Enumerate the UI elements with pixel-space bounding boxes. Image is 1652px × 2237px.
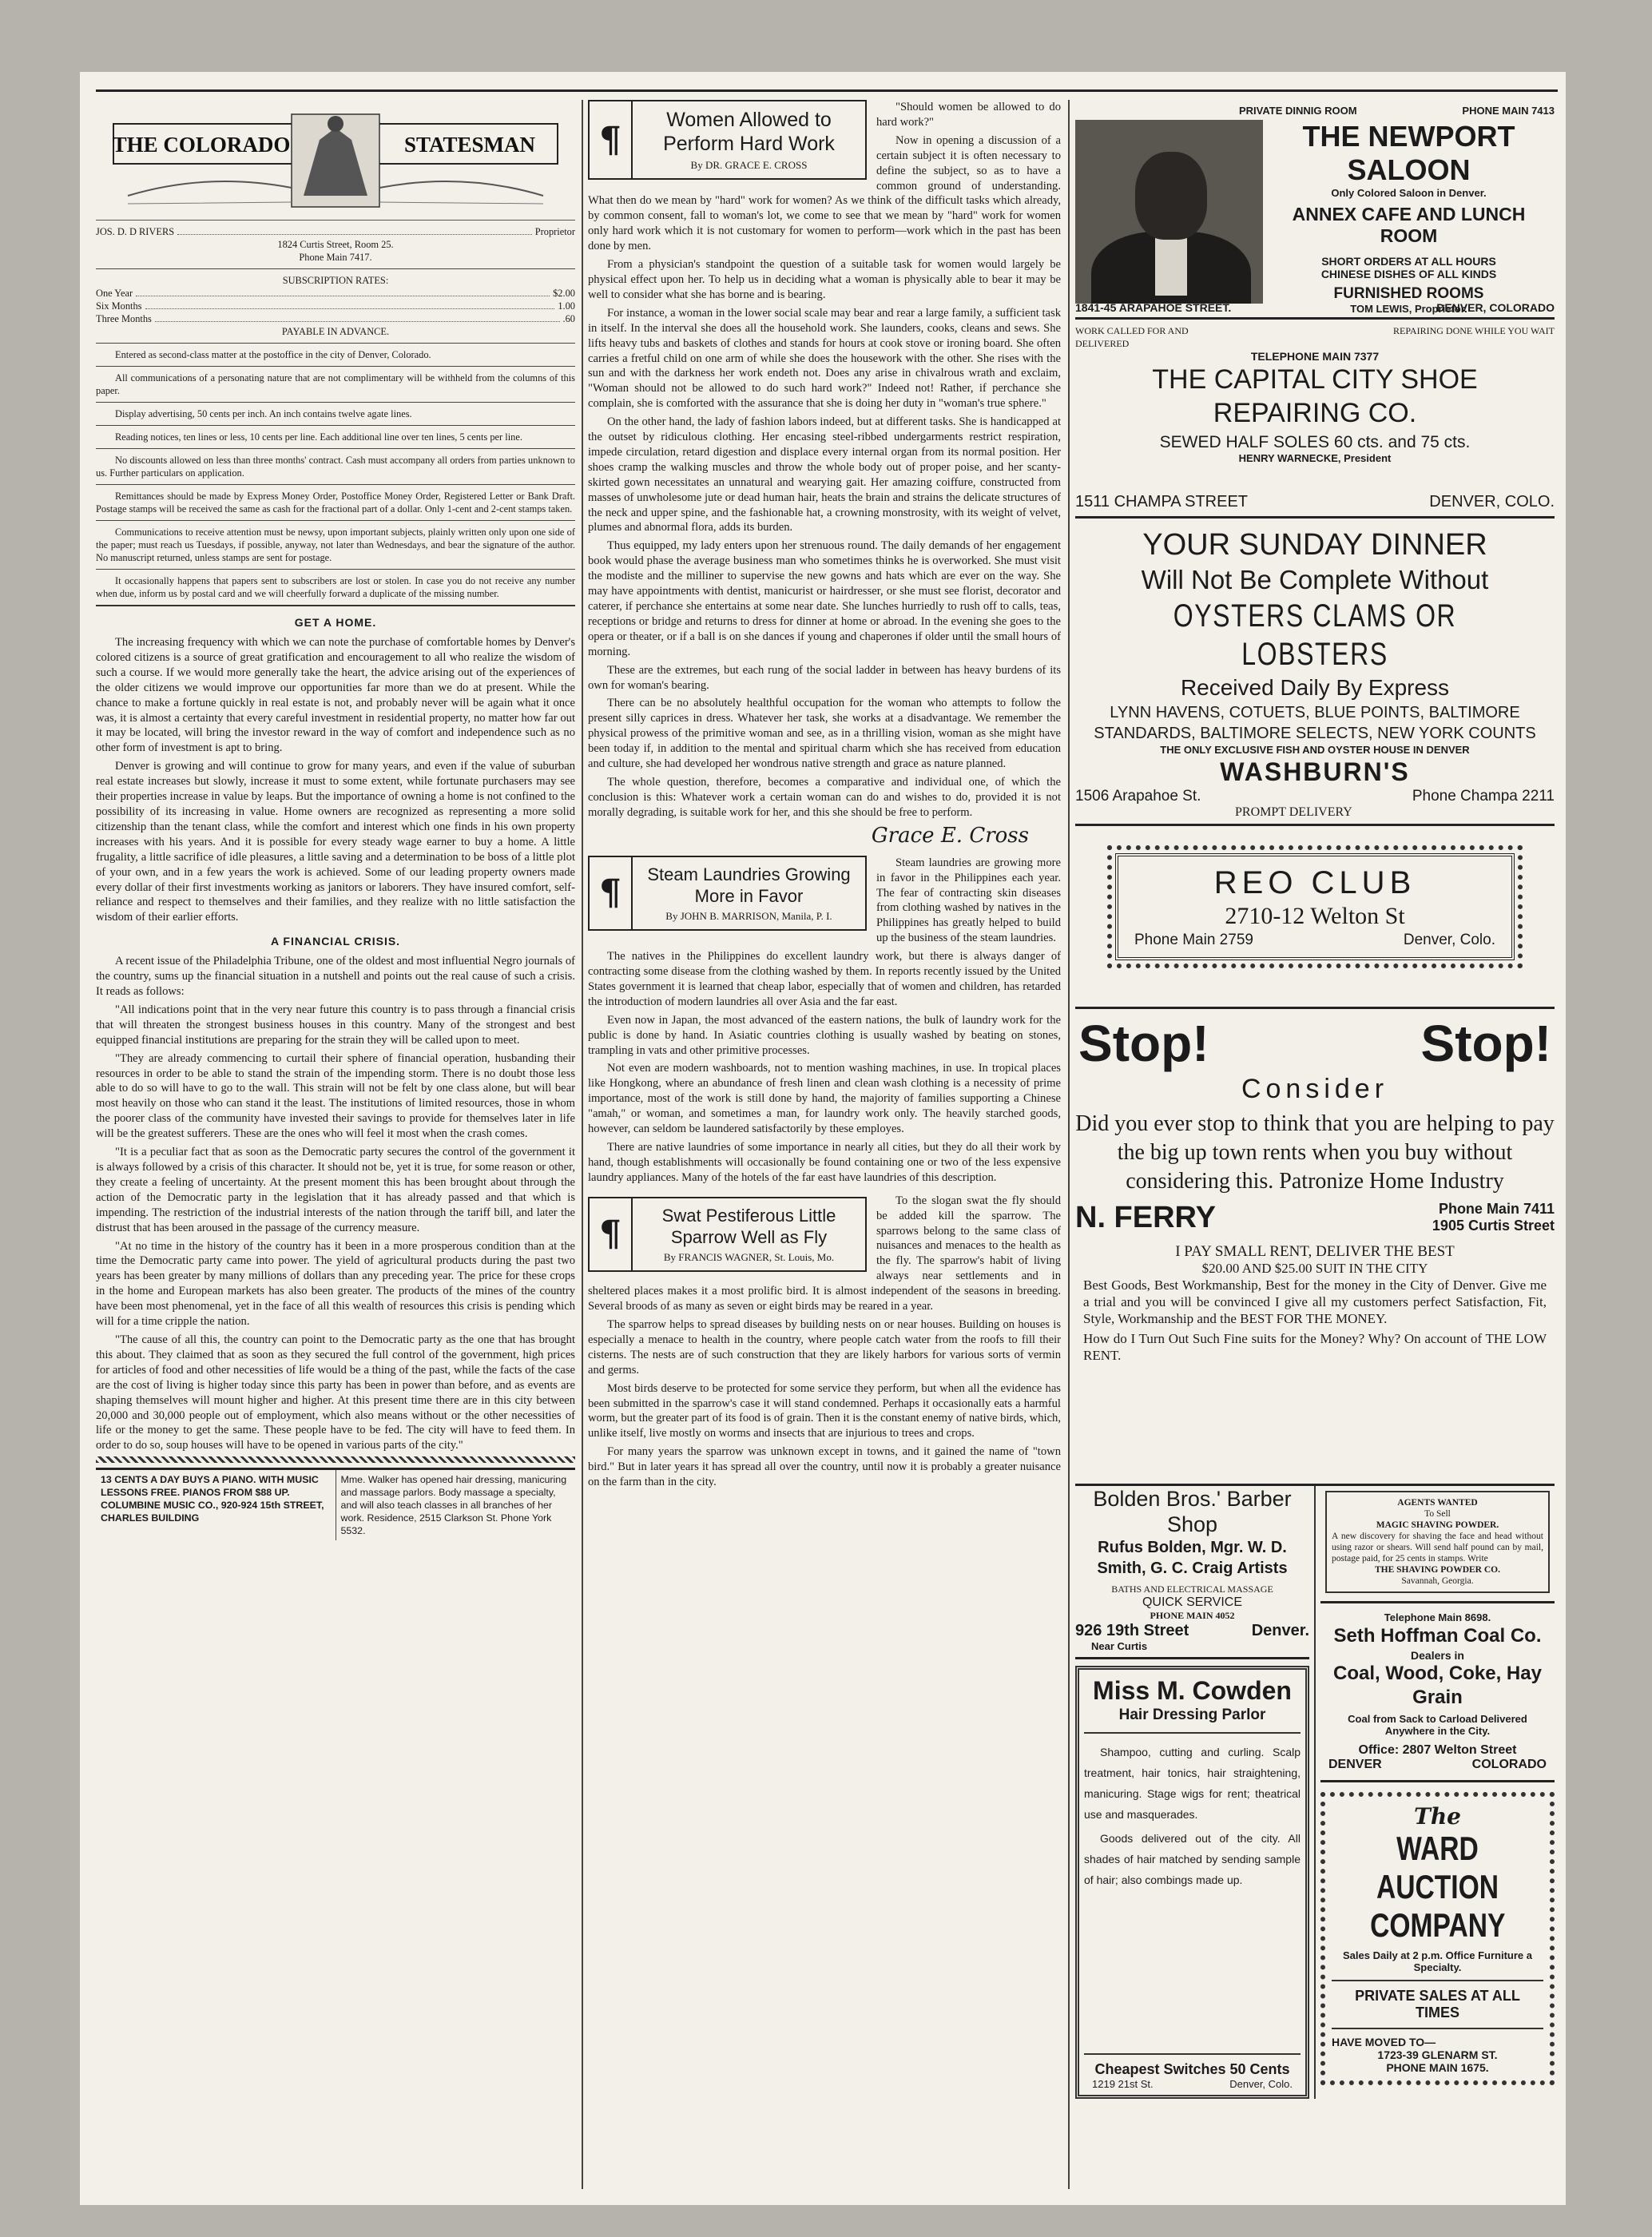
washburns-phone: Phone Champa 2211 <box>1412 788 1555 805</box>
publisher-notices <box>96 348 575 600</box>
newport-saloon-ad <box>1075 100 1555 320</box>
newport-sub: Only Colored Saloon in Denver. <box>1331 187 1487 199</box>
article-paragraph: Most birds deserve to be protected for some service they perform, but when all the evidence has been submitted in the sparrow's case it will stand condemned. Perhaps it occasionally eats a harmful worm, but the greater part of its food is of grain. Then it is the constant enemy of native birds, which, unlike itself, live mostly on worms and insects that are injurious to trees and crops. <box>588 1381 1061 1440</box>
notice: Display advertising, 50 cents per inch. An inch contains twelve agate lines. <box>115 408 412 419</box>
hoffman-dealers: Dealers in <box>1411 1649 1464 1662</box>
bolden-barber-ad <box>1075 1486 1309 1659</box>
consider-heading: Consider <box>1241 1074 1389 1104</box>
agents-company: THE SHAVING POWDER CO. <box>1375 1565 1500 1575</box>
masthead-logo <box>112 108 559 212</box>
hoffman-state: COLORADO <box>1471 1758 1547 1771</box>
cowden-name: Miss M. Cowden <box>1093 1676 1292 1705</box>
ward-sales: Sales Daily at 2 p.m. Office Furniture a Specialty. <box>1343 1949 1532 1973</box>
proprietor-role: Proprietor <box>534 226 575 237</box>
stop-left: Stop! <box>1078 1015 1209 1072</box>
financial-crisis-heading: A FINANCIAL CRISIS. <box>270 935 401 948</box>
editorial-paragraph: "At no time in the history of the country has it been in a more prosperous condition than at the time the Democratic party came into power. The yield of agricultural products during the past two years has been greater by many millions of dollars than any preceding year. The price for these crops in the home and European markets has also been greater. The products of the mines of the country have been most phenomenal, yet in the face of all this wealth of resources this crisis is pending which will for a time cripple the nation. <box>96 1239 575 1329</box>
agents-sub: To Sell <box>1424 1509 1451 1519</box>
rate-price: $2.00 <box>553 288 575 299</box>
ward-address: 1723-39 GLENARM ST. <box>1377 2048 1498 2061</box>
newspaper-page <box>80 72 1566 2205</box>
article-paragraph: Steam laundries are growing more in favor in the Philippines each year. The fear of contracting skin diseases from clothing washed by natives in the Philippines has greatly helped to build up the business of the steam laundries. <box>876 856 1061 945</box>
ward-name-2: COMPANY <box>1369 1906 1506 1944</box>
editorial-paragraph: The increasing frequency with which we can note the purchase of comfortable homes by Denver's colored citizens is a source of great gratification and encouragement to all who realize the wisdom of such a course. If we would more generally take the heart, the advice arising out of the experiences of the older citizens we would improve our opportunities far more than we do at present. While the chance to make a fortune quickly in real estate is not, and probably never will be again what it once was, it is almost a certainty that every careful investment in residential property, no matter how far out it may be located, will bring the investor reward in the way of comfort and independence such as no other form of investment is apt to bring. <box>96 636 575 755</box>
ferry-low-rent: How do I Turn Out Such Fine suits for the Money? Why? On account of THE LOW RENT. <box>1083 1331 1547 1363</box>
article-title: Women Allowed to Perform Hard Work <box>663 109 835 155</box>
ward-moved: HAVE MOVED TO— <box>1332 2036 1436 2048</box>
hoffman-office: Office: 2807 Welton Street <box>1358 1743 1517 1757</box>
reo-name: REO CLUB <box>1213 865 1416 900</box>
rates-title: SUBSCRIPTION RATES: <box>282 275 389 286</box>
article-title: Swat Pestiferous Little Sparrow Well as Fly <box>661 1205 836 1247</box>
pilcrow-icon: ¶ <box>590 101 633 178</box>
cowden-city: Denver, Colo. <box>1229 2078 1293 2090</box>
shoe-phone: TELEPHONE MAIN 7377 <box>1250 350 1380 363</box>
hoffman-delivery: Coal from Sack to Carload Delivered Anywhere in the City. <box>1348 1713 1527 1737</box>
small-ads-row <box>96 1468 575 1540</box>
bolden-baths: BATHS AND ELECTRICAL MASSAGE <box>1111 1583 1273 1595</box>
bolden-phone: PHONE MAIN 4052 <box>1150 1610 1235 1621</box>
hoffman-goods: Coal, Wood, Coke, Hay Grain <box>1333 1663 1542 1708</box>
cowden-address: 1219 21st St. <box>1092 2078 1154 2090</box>
newport-chinese: CHINESE DISHES OF ALL KINDS <box>1320 268 1497 280</box>
office-address: 1824 Curtis Street, Room 25. <box>277 239 394 250</box>
agents-city: Savannah, Georgia. <box>1401 1576 1474 1586</box>
masthead-title-left: THE COLORADO <box>112 133 291 157</box>
article-paragraph: To the slogan swat the fly should be added kill the sparrow. The sparrows belong to the same class of nuisances and menaces to the health as the fly. The sparrow's habit of living always near settlements and in sheltered places makes it a most prolific bird. It is almost independent of the seasons in breeding. Several broods of as many as seven or eight birds may be reared in a year. <box>588 1194 1061 1313</box>
article-paragraph: The sparrow helps to spread diseases by building nests on or near houses. Building on houses is especially a menace to health in the country, where people catch water from the roofs to fill their cisterns. The nests are of such construction that they are likely harbors for various sorts of vermin and germs. <box>588 1317 1061 1377</box>
agents-item: MAGIC SHAVING POWDER. <box>1376 1520 1499 1530</box>
rate-row <box>96 287 575 300</box>
walker-ad: Mme. Walker has opened hair dressing, manicuring and massage parlors. Body massage a specialty, and will also teach classes in all branches of her work. Residence, 2515 Clarkson St. Phone York 5532. <box>336 1470 576 1540</box>
washburns-address: 1506 Arapahoe St. <box>1075 788 1201 805</box>
cowden-sub: Hair Dressing Parlor <box>1118 1707 1266 1723</box>
hoffman-phone: Telephone Main 8698. <box>1384 1611 1491 1623</box>
ferry-tailor-ad <box>1075 1009 1555 1486</box>
reo-city: Denver, Colo. <box>1403 932 1495 948</box>
article-paragraph: On the other hand, the lady of fashion labors indeed, but at different tasks. She is handicapped at the outset by ridiculous clothing. Her encasing steel-ribbed undergarments restrict respiration, impede circulation, retard digestion and displace every internal organ from its normal position. Her shoes cramp the walking muscles and throw the whole body out of proper poise, and her scanty-skirted gown necessitates an unnatural and wearying gait. Her amazing coiffure, constructed from masses of unwholesome jute or dead human hair, heats the brain and strains the delicate structures of the neck and upper spine, and the fashionable hat, a crowning monstrosity, with its weight of velvet, plumes and abnormal flora, adds its burden. <box>588 415 1061 534</box>
bolden-service: QUICK SERVICE <box>1142 1595 1243 1609</box>
hoffman-name: Seth Hoffman Coal Co. <box>1333 1625 1542 1647</box>
capital-city-shoe-ad <box>1075 320 1555 519</box>
column-2 <box>588 100 1061 2193</box>
ferry-street: 1905 Curtis Street <box>1432 1218 1555 1234</box>
article-paragraph: Even now in Japan, the most advanced of the eastern nations, the bulk of laundry work for the public is done by hand. In Asiatic countries clothing is usually washed by beating on stones, trampling in vats and other primitive processes. <box>588 1013 1061 1057</box>
agents-body: A new discovery for shaving the face and head without using razor or shears. Will send half pound can by mail, postage paid, for 25 cents in stamps. Write <box>1332 1532 1543 1564</box>
bolden-staff: Rufus Bolden, Mgr. W. D. Smith, G. C. Craig Artists <box>1097 1539 1288 1577</box>
newport-annex: ANNEX CAFE AND LUNCH ROOM <box>1292 204 1526 246</box>
editorial-paragraph: "All indications point that in the very near future this country is to pass through a financial crisis that will threaten the strongest business houses in this country. Many of the strongest and best equipped financial institutions are preparing for the strain they will be called upon to meet. <box>96 1003 575 1047</box>
rate-label: One Year <box>96 288 133 299</box>
cowden-delivery: Goods delivered out of the city. All shades of hair matched by sending sample of hair; also combings made up. <box>1084 1832 1301 1886</box>
women-article-title-box <box>588 100 867 180</box>
article-paragraph: From a physician's standpoint the question of a suitable task for women would largely be physical effect upon her. To help us in deciding what a woman is physically able to bear it may be well to consider what she has borne and is bearing. <box>588 258 1061 301</box>
column-rule <box>582 100 583 2189</box>
rate-price: 1.00 <box>558 300 575 312</box>
article-paragraph: Not even are modern washboards, not to mention washing machines, in use. In tropical places like Hongkong, where an abundance of fresh linen and clean wash clothing is a necessity of prime importance, most of the work is still done by hand, the majority of families supporting a Chinese "amah," or woman, and sometimes a man, for laundry work only. The heavily starched goods, however, can seldom be laundered satisfactorily by these employes. <box>588 1062 1061 1136</box>
dinner-heading: YOUR SUNDAY DINNER <box>1142 528 1487 562</box>
dinner-varieties-2: STANDARDS, BALTIMORE SELECTS, NEW YORK COUNTS <box>1094 725 1536 742</box>
shoe-left: WORK CALLED FOR AND DELIVERED <box>1075 325 1189 349</box>
bolden-near: Near Curtis <box>1091 1640 1148 1652</box>
subscription-rates <box>96 274 575 338</box>
notice: It occasionally happens that papers sent to subscribers are lost or stolen. In case you do not receive any number when due, inform us by postal card and we will cheerfully forward a duplicate of the missing number. <box>96 575 575 599</box>
ferry-body: Did you ever stop to think that you are helping to pay the big up town rents when you buy without considering this. Patronize Home Industry <box>1075 1111 1555 1194</box>
reo-club-ad <box>1075 826 1555 1009</box>
article-paragraph: The whole question, therefore, becomes a comparative and individual one, of which the conclusion is this: Whatever work a certain woman can do and wishes to do, provided it is not morally degrading, is suitable work for her, and this she should be free to perform. <box>588 775 1061 819</box>
newport-rooms: FURNISHED ROOMS <box>1333 285 1484 302</box>
ward-the: The <box>1413 1803 1461 1830</box>
article-paragraph: There can be no absolutely healthful occupation for the woman who attempts to follow the present silly caprices in dress. Whatever her task, she works at a disadvantage. We remember the physical prowess of the primitive woman and see, as in a thrilling vision, woman as she might have been today if, in addition to the mental and spiritual charm which she has received from education and culture, she had developed her wondrous native strength and grace as nature planned. <box>588 697 1061 771</box>
masthead <box>96 100 575 221</box>
rate-label: Six Months <box>96 300 142 312</box>
ward-private: PRIVATE SALES AT ALL TIMES <box>1355 1988 1520 2020</box>
bolden-name: Bolden Bros.' Barber Shop <box>1093 1487 1292 1536</box>
top-rule <box>96 89 1558 92</box>
notice: All communications of a personating nature that are not complimentary will be withheld from the columns of this paper. <box>96 372 575 396</box>
article-byline: By DR. GRACE E. CROSS <box>690 159 808 171</box>
newport-phone: PHONE MAIN 7413 <box>1462 105 1555 117</box>
editorial-paragraph: A recent issue of the Philadelphia Tribune, one of the oldest and most influential Negro journals of the country, sums up the financial situation in a nutshell and points out the real cause of such a crisis. It reads as follows: <box>96 955 575 999</box>
article-paragraph: For instance, a woman in the lower social scale may bear and rear a large family, a sufficient task in itself. In the interval she does all the household work. She launders, cooks, cleans and sews. She lifts heavy tubs and baskets of clothes and stands for hours at cook stove or ironing board. She often carries a fretful child on one arm of while she does the housework with the other. She rises with the sun and with the darkness her work endeth not. Does any arise in chivalrous wrath and exclaim, "Woman should not be allowed to do such hard work?" Indeed not! Rather, if perchance she complain, she is comforted with the assurance that she is doing her duty in "woman's true sphere." <box>588 306 1061 411</box>
ferry-pitch: I PAY SMALL RENT, DELIVER THE BEST <box>1175 1243 1455 1260</box>
column-3 <box>1075 100 1555 2193</box>
shoe-name: THE CAPITAL CITY SHOE <box>1152 364 1478 395</box>
ferry-phone: Phone Main 7411 <box>1438 1201 1555 1217</box>
editorial-paragraph: "They are already commencing to curtail their sphere of financial operation, husbanding their resources in order to be able to stand the strain of the impending storm. There is no doubt those less able to do so will have to go to the wall. This strain will not be felt by one class alone, but will bear most heavily on those who can stand it the least. The institutions of limited resources, those in whom the poorer class of the community have invested their savings to provide for themselves later in life will be the greatest sufferers. These are the ones who will feel it most when the crash comes. <box>96 1051 575 1141</box>
newport-city: DENVER, COLORADO <box>1436 301 1555 314</box>
get-a-home-heading: GET A HOME. <box>294 616 377 629</box>
washburns-ad <box>1075 519 1555 826</box>
dinner-received: Received Daily By Express <box>1180 675 1450 700</box>
shoe-street: 1511 CHAMPA STREET <box>1075 493 1248 511</box>
agents-wanted-ad <box>1325 1491 1550 1593</box>
rate-price: .60 <box>562 313 575 324</box>
dinner-exclusive: THE ONLY EXCLUSIVE FISH AND OYSTER HOUSE IN DENVER <box>1160 744 1470 756</box>
bottom-ads <box>1075 1486 1555 2099</box>
shoe-name-2: REPAIRING CO. <box>1213 398 1417 428</box>
agents-title: AGENTS WANTED <box>1397 1498 1478 1508</box>
shoe-right: REPAIRING DONE WHILE YOU WAIT <box>1393 325 1555 336</box>
newport-address: 1841-45 ARAPAHOE STREET. <box>1075 301 1232 314</box>
article-paragraph: Now in opening a discussion of a certain subject it is often necessary to define the subject, so as to have a common ground of understanding. What then do we mean by "hard" work for women? As we think of the difficult tasks which already, by common consent, fall to woman's lot, we come to see that we mean by "hard" work for women only hard work which it is not customary for women to perform—work which in the past has been done by men. <box>588 133 1061 253</box>
steam-article-title-box <box>588 856 867 931</box>
cowden-cheap: Cheapest Switches 50 Cents <box>1094 2061 1290 2077</box>
notice: Communications to receive attention must be newsy, upon important subjects, plainly written only upon one side of the paper; must reach us Tuesdays, if possible, anyway, not later than Wednesdays, and bear the signature of the author. No manuscript returned, unless stamps are sent for postage. <box>96 526 575 563</box>
reo-phone: Phone Main 2759 <box>1134 932 1253 948</box>
bolden-address: 926 19th Street <box>1075 1622 1189 1639</box>
proprietor-photo <box>1075 120 1263 304</box>
article-byline: By FRANCIS WAGNER, St. Louis, Mo. <box>663 1250 835 1263</box>
ward-auction-ad <box>1320 1792 1555 2085</box>
pilcrow-icon: ¶ <box>590 857 633 929</box>
article-paragraph: Thus equipped, my lady enters upon her strenuous round. The daily demands of her engagement book would phase the average business man who sometimes thinks he is overworked. She must visit the modiste and the milliner to supervise the new gowns and hats which are ever on the way. She may have appointments with dentist, manicurist or hairdresser, or she must see florist, decorator and caterer, if perchance she entertains at some near date. She lunches hurriedly to rush off to calls, teas, receptions or bridge and returns to dress for dinner at home or abroad. In the evening she goes to the opera or theater, or if a ball is on she dances if young and chaperones if older until the small hours of morning. <box>588 539 1061 658</box>
ward-phone: PHONE MAIN 1675. <box>1386 2061 1489 2074</box>
rate-row <box>96 312 575 325</box>
office-phone: Phone Main 7417. <box>299 252 372 263</box>
author-signature: Grace E. Cross <box>871 823 1029 848</box>
article-paragraph: For many years the sparrow was unknown except in towns, and it gained the name of "town bird." But in later years it has spread all over the country, until now it is probably a greater nuisance on the farm than in the city. <box>588 1445 1061 1489</box>
article-title: Steam Laundries Growing More in Favor <box>647 864 851 906</box>
ferry-details: Best Goods, Best Workmanship, Best for the money in the City of Denver. Give me a trial and you will be convinced I give all my customers perfect Satisfaction, Fit, Style, Workmanship and the BEST FOR THE MONEY. <box>1083 1277 1547 1326</box>
rate-row <box>96 300 575 312</box>
newport-name: THE NEWPORT SALOON <box>1302 120 1515 186</box>
proprietor-name: JOS. D. D RIVERS <box>96 226 175 237</box>
shoe-president: HENRY WARNECKE, President <box>1238 452 1392 464</box>
shoe-city: DENVER, COLO. <box>1429 493 1555 511</box>
dinner-seafood: OYSTERS CLAMS OR LOBSTERS <box>1173 598 1457 672</box>
column-rule <box>1068 100 1070 2189</box>
dinner-line: Will Not Be Complete Without <box>1141 565 1489 594</box>
hoffman-city: DENVER <box>1328 1758 1382 1771</box>
ferry-pitch-2: $20.00 AND $25.00 SUIT IN THE CITY <box>1201 1261 1428 1276</box>
cowden-services: Shampoo, cutting and curling. Scalp treatment, hair tonics, hair straightening, manicuring. Stage wigs for rent; theatrical use and masquerades. <box>1084 1746 1301 1821</box>
stop-right: Stop! <box>1420 1015 1551 1072</box>
cowden-hair-ad <box>1075 1666 1309 2099</box>
newport-top-left: PRIVATE DINNIG ROOM <box>1239 105 1357 117</box>
newport-orders: SHORT ORDERS AT ALL HOURS <box>1321 255 1496 268</box>
dinner-varieties: LYNN HAVENS, COTUETS, BLUE POINTS, BALTIMORE <box>1110 704 1520 721</box>
article-paragraph: "Should women be allowed to do hard work?" <box>876 101 1061 129</box>
article-paragraph: These are the extremes, but each rung of the social ladder in between has heavy burdens of its own for woman's bearing. <box>588 663 1061 692</box>
shoe-soles: SEWED HALF SOLES 60 cts. and 75 cts. <box>1159 433 1471 451</box>
washburns-delivery: PROMPT DELIVERY <box>1235 805 1352 819</box>
notice: Reading notices, ten lines or less, 10 cents per line. Each additional line over ten lines, 5 cents per line. <box>115 431 522 443</box>
editorial-paragraph: Denver is growing and will continue to grow for many years, and even if the value of suburban real estate increases but slowly, increase it must to some extent, while fortunate purchasers may see their properties increase in value by leaps. But the importance of owning a home is not confined to the possibility of its increasing in value. Home owners are recognized as representing a more solid citizenship than the tenant class, while the comfort and interest which one finds in his own property increases with his years. And it is possible for every steady wage earner to buy a home. A little frugality, a little sacrifice of idle pleasures, a little saving and a determination to be boss of a little plot of your own, and in a few years the work is achieved. Some of our leading property owners made every dollar of their first investments working as janitors or laborers. They have insured comfort, self-reliance and respect to themselves and their families, and they realize with no little satisfaction the wisdom of their earlier efforts. <box>96 760 575 924</box>
notice: Remittances should be made by Express Money Order, Postoffice Money Order, Registered Letter or Bank Draft. Postage stamps will be received the same as cash for the fractional part of a dollar. Only 1-cent and 2-cent stamps taken. <box>96 491 575 515</box>
pilcrow-icon: ¶ <box>590 1198 633 1270</box>
decorative-border <box>96 1456 575 1463</box>
hoffman-coal-ad <box>1320 1601 1555 1782</box>
proprietor-line <box>96 225 575 238</box>
piano-ad: 13 CENTS A DAY BUYS A PIANO. WITH MUSIC LESSONS FREE. PIANOS FROM $88 UP. COLUMBINE MUSIC CO., 920-924 15th STREET, CHARLES BUILDING <box>101 1474 324 1524</box>
editorial-paragraph: "The cause of all this, the country can point to the Democratic party as the one that has brought this about. They claimed that as soon as they secured the full control of the government, high prices for articles of food and other necessities of life would be a thing of the past, while the facts of the case are the cost of living is higher today since this party has been in power than before, and as events are shaping themselves will mount higher and higher. At this present time there are in this city between 20,000 and 30,000 people out of employment, which also means without or the other necessities of life or the money to get the same. These people have to be fed. The city will have to feed them. In order to do so, soup houses will have to be opened in various parts of the city." <box>96 1333 575 1452</box>
article-paragraph: There are native laundries of some importance in nearly all cities, but they do all their work by hand, though establishments will occasionally be found containing one or two of the less expensive laundry appliances. Many of the hotels of the far east have laundries of this description. <box>588 1141 1061 1184</box>
editorial-paragraph: "It is a peculiar fact that as soon as the Democratic party secures the control of the government it is always followed by a crisis of this character. It should not be, yet it is true, for some reason or other, they create a feeling of uncertainty. At the present moment this has been brought about through the action of the Democratic party in the legislation that it has already passed and that which is impending. The restriction of the industrial interests of the nation through the tariff bill, and later the distrust that has been aroused in the passage of the currency measure. <box>96 1146 575 1234</box>
article-byline: By JOHN B. MARRISON, Manila, P. I. <box>665 909 832 922</box>
article-paragraph: The natives in the Philippines do excellent laundry work, but there is always danger of contracting some disease from the clothing washed by them. In reports recently issued by the United States government it is learned that cheap labor, especially that of women and children, has retarded the introduction of modern laundries all over Asia and the far east. <box>588 950 1061 1008</box>
rate-label: Three Months <box>96 313 152 324</box>
payable-note: PAYABLE IN ADVANCE. <box>281 326 390 337</box>
newport-proprietor: TOM LEWIS, Proprietor. <box>1350 303 1467 315</box>
notice: No discounts allowed on less than three months' contract. Cash must accompany all orders from parties unknown to us. Further particulars on application. <box>96 455 575 479</box>
bolden-city: Denver. <box>1251 1622 1309 1639</box>
washburns-name: WASHBURN'S <box>1220 757 1410 786</box>
reo-address: 2710-12 Welton St <box>1225 903 1405 929</box>
column-1 <box>96 100 575 2193</box>
ward-name: WARD AUCTION <box>1376 1830 1499 1905</box>
sparrow-article-title-box <box>588 1197 867 1272</box>
ferry-name: N. FERRY <box>1075 1201 1216 1234</box>
notice: Entered as second-class matter at the postoffice in the city of Denver, Colorado. <box>115 349 431 360</box>
masthead-title-right: STATESMAN <box>403 133 536 157</box>
